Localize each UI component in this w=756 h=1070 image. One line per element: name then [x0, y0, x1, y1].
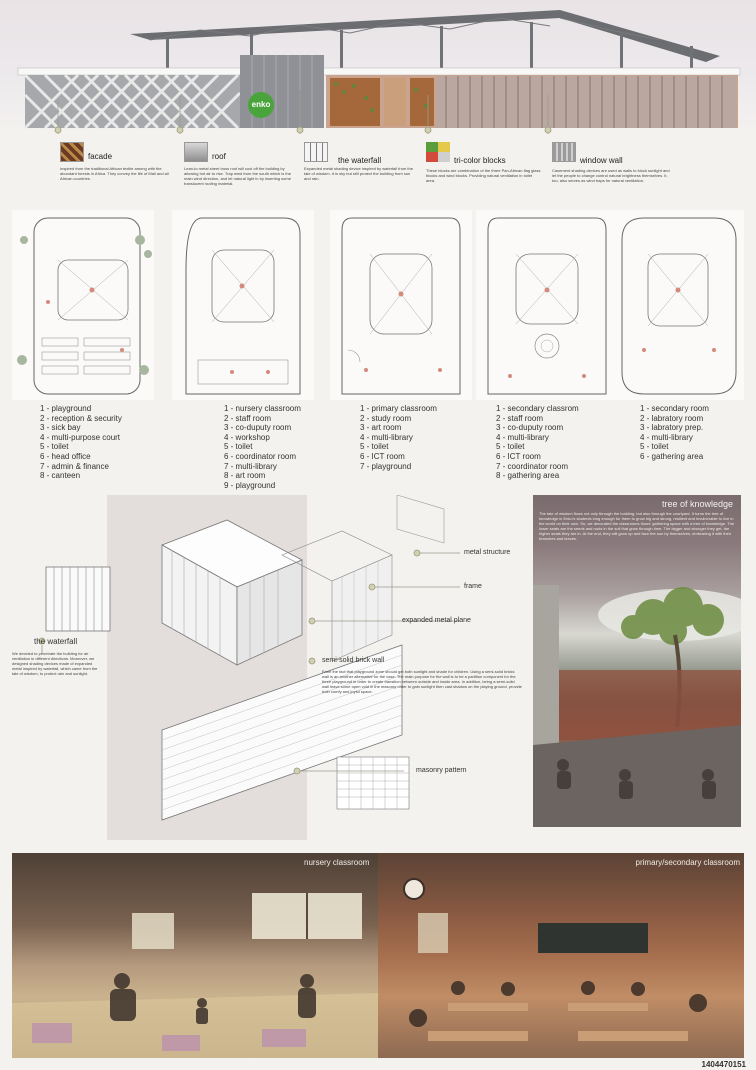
secondary-render-drawing	[378, 853, 744, 1058]
enko-logo-text: enko	[251, 100, 271, 109]
plan-4-item: 4 - multi-library	[496, 432, 549, 442]
window-wall-desc: Casement shading devices are used as walls to block sunlight and let the people to change control natural brightness themselves. It, too, also serves as wind traps for natural ventilation.	[552, 168, 670, 183]
roof-swatch	[184, 142, 208, 162]
floor-plan-3-drawing	[330, 210, 472, 400]
label-masonry: masonry pattern	[416, 767, 467, 774]
plan-2-list	[224, 404, 352, 490]
tricolor-red	[426, 152, 438, 162]
brick-paragraph: From the fact that playground zone should get both sunlight and shade for children. Using a semi-solid bricks wall is an another alternative for the case. The main purpose for the wall is to be a partition component for the three playground in order to create transition between outside and inside area. In addition, being a semi-solid wall leave some open void in the masonry order to gain sunlight then cast shadow on the playing ground, provide both comfy and joyful space.	[322, 669, 522, 694]
desks	[428, 1003, 688, 1041]
plan-5-item: 1 - secondary room	[640, 404, 709, 413]
floor-plan-4-drawing	[476, 210, 618, 400]
label-brick-wall: semi-solid brick wall	[322, 657, 385, 664]
nursery-classroom-label: nursery classroom	[304, 858, 370, 867]
plan-1-item: 3 - sick bay	[40, 423, 81, 433]
secondary-classroom-label: primary/secondary classroom	[635, 858, 740, 867]
exploded-diagram	[12, 495, 527, 840]
plan-1-list	[40, 404, 168, 481]
plan-1-item: 5 - toilet	[40, 442, 69, 452]
enko-logo	[248, 92, 274, 118]
front-elevation	[0, 0, 756, 135]
floor-plan-2-drawing	[172, 210, 314, 400]
plan-3-list	[360, 404, 488, 471]
notice-board	[418, 913, 448, 953]
door-panel	[384, 78, 406, 126]
wall-clock	[404, 879, 424, 899]
plan-4-item: 1 - secondary classrom	[496, 404, 579, 413]
tricolor-green	[426, 142, 438, 152]
window-wall-swatch	[552, 142, 576, 162]
tricolor-desc: These blocks are combination of the three Pan-African flag glass blocks and wind blocks. Providing natural ventilation in toilet area.	[426, 168, 541, 183]
floor-plan-3	[330, 210, 472, 400]
plan-3-item: 6 - ICT room	[360, 451, 405, 461]
plan-2-item: 6 - coordinator room	[224, 451, 297, 461]
plan-2-item: 3 - co-duputy room	[224, 423, 292, 433]
plan-4-item: 8 - gathering area	[496, 471, 560, 481]
waterfall-paragraph: We decided to penetrate the building for air ventilation in different directions. Moreover, we designed shading devices made of expanded metal inspired by waterfall, which came from the tale of wisdom, to protect rain and sunlight.	[12, 651, 98, 676]
elevation-drawing	[0, 0, 756, 135]
floor-plan-1-drawing	[12, 210, 154, 400]
plan-4-item: 2 - staff room	[496, 413, 543, 423]
plan-4-item: 5 - toilet	[496, 442, 525, 452]
plan-3-item: 2 - study room	[360, 413, 412, 423]
tricolor-title: tri-color blocks	[454, 156, 506, 165]
waterfall-heading: the waterfall	[34, 637, 78, 646]
plan-2-item: 5 - toilet	[224, 442, 253, 452]
plan-5-item: 3 - labratory prep.	[640, 423, 704, 433]
tree-of-knowledge-render	[533, 495, 741, 827]
plan-2-item: 1 - nursery classroom	[224, 404, 301, 413]
plan-1-item: 2 - reception & security	[40, 413, 122, 423]
plan-1-item: 1 - playground	[40, 404, 92, 413]
nursery-window-left	[132, 913, 174, 949]
plan-4-list	[496, 404, 624, 481]
tricolor-yellow	[438, 142, 450, 152]
nursery-render-drawing	[12, 853, 378, 1058]
waterfall-swatch	[304, 142, 328, 162]
sheet-id: 1404470151	[701, 1060, 746, 1069]
plan-5-item: 6 - gathering area	[640, 451, 704, 461]
blackboard	[538, 923, 648, 953]
roof-truss	[130, 10, 720, 62]
tri-color-block-right	[410, 78, 434, 126]
plan-2-item: 2 - staff room	[224, 413, 271, 423]
plan-3-item: 7 - playground	[360, 461, 412, 471]
label-metal-structure: metal structure	[464, 549, 511, 556]
plan-1-item: 6 - head office	[40, 451, 91, 461]
frame-front	[332, 555, 392, 661]
plan-5-item: 2 - labratory room	[640, 413, 704, 423]
label-frame: frame	[464, 583, 482, 590]
tree-title: tree of knowledge	[661, 499, 733, 509]
plan-1-item: 4 - multi-purpose court	[40, 432, 121, 442]
plan-2-item: 8 - art room	[224, 471, 266, 481]
plan-4-item: 6 - ICT room	[496, 451, 541, 461]
tree-render-drawing	[533, 495, 741, 827]
floor-plan-4	[476, 210, 618, 400]
floor-plan-2	[172, 210, 314, 400]
floor-plan-1	[12, 210, 154, 400]
roof-slab	[18, 68, 740, 75]
plan-1-item: 7 - admin & finance	[40, 461, 109, 471]
plan-5-item: 5 - toilet	[640, 442, 669, 452]
tricolor-swatch	[426, 142, 450, 162]
plan-2-item: 7 - multi-library	[224, 461, 277, 471]
window-wall-title: window wall	[580, 156, 623, 165]
structure-frame	[397, 495, 444, 543]
roof-desc: Lean-to metal sheet truss roof will cool off the building by allowing hot air to rise. Trap wind from the south which is the main wind direction, and let natural light in by inserting some translucent roofing material.	[184, 166, 291, 186]
plan-3-item: 1 - primary classroom	[360, 404, 437, 413]
casement-shading	[436, 76, 736, 128]
plan-2-item: 9 - playground	[224, 480, 276, 490]
plan-2-item: 4 - workshop	[224, 432, 270, 442]
plan-1-item: 8 - canteen	[40, 471, 81, 481]
waterfall-title: the waterfall	[338, 156, 382, 165]
roof-title: roof	[212, 152, 226, 161]
waterfall-desc: Expanded metal shading device inspired by waterfall from the tale of wisdom. It is sky but still protect the building from sun and rain.	[304, 166, 413, 181]
plan-5-item: 4 - multi-library	[640, 432, 693, 442]
plan-3-item: 3 - art room	[360, 423, 402, 433]
tricolor-grey	[438, 152, 450, 162]
plan-5-list	[640, 404, 744, 462]
label-expanded-metal: expanded metal plane	[402, 617, 471, 624]
plan-4-item: 7 - coordinator room	[496, 461, 569, 471]
facade-swatch	[60, 142, 84, 162]
plan-4-item: 3 - co-duputy room	[496, 423, 564, 433]
secondary-classroom-render	[378, 853, 744, 1058]
waterfall-panel	[240, 55, 324, 128]
plan-3-item: 4 - multi-library	[360, 432, 413, 442]
floor-plan-5	[614, 210, 744, 400]
floor-plan-5-drawing	[614, 210, 744, 400]
classroom-renders	[12, 853, 744, 1058]
facade-title: facade	[88, 152, 113, 161]
plan-3-item: 5 - toilet	[360, 442, 389, 452]
facade-desc: Inspired from the traditional African textile among with the abundant forests in Africa. They convey the life of Mali and all African countries.	[60, 166, 169, 181]
tree-paragraph: The tale of wisdom flows not only through the building, but also through the courtyard. It turns the tree of knowledge in Enko's students long enough for them to grow big and strong, resilient and invulnerable to live in the world on their own. So, we decorated the classrooms floors' gathering space with a tree of knowledge. The lower seats are the seeds and roots in the soil that grow through time. The bigger and stronger they get, the higher seats they are in. At the end, they will grow up and face the sun by themselves, embracing it with their branches and leaves.	[539, 511, 735, 541]
nursery-classroom-render	[12, 853, 378, 1058]
